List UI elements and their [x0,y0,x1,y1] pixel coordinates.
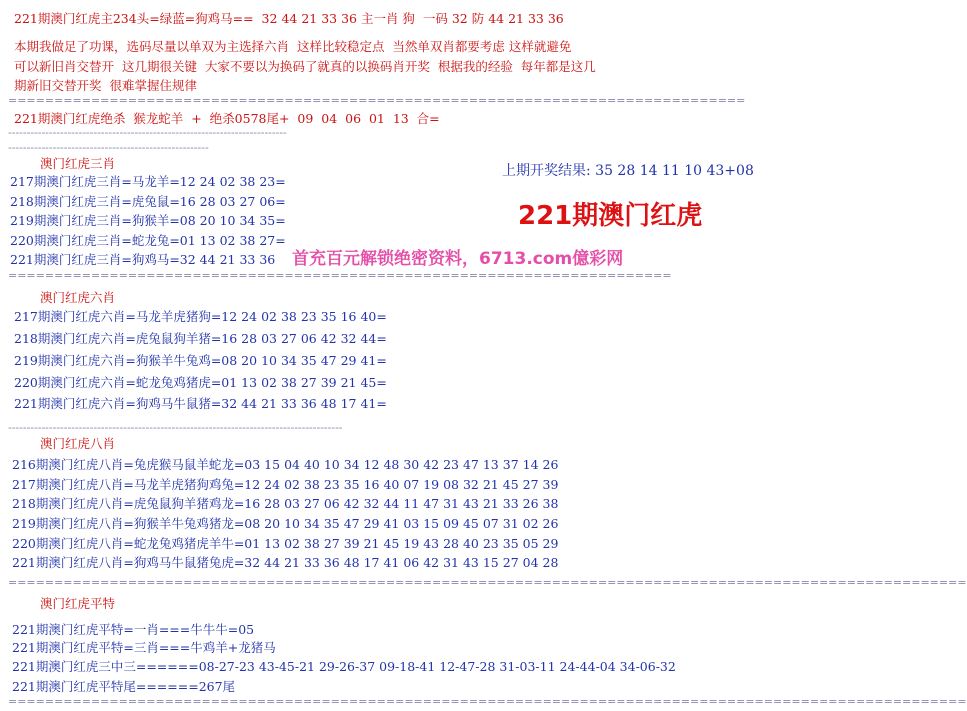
separator: ------------------------------------------------------------------------------------------ [8,421,343,434]
intro-line-3: 期新旧交替开奖 很难掌握住规律 [14,78,197,93]
six-row: 218期澳门红虎六肖=虎兔鼠狗羊猪=16 28 03 27 06 42 32 44= [14,331,387,346]
special-row: 221期澳门红虎平特=一肖===牛牛牛=05 [12,622,255,637]
six-row: 220期澳门红虎六肖=蛇龙兔鸡猪虎=01 13 02 38 27 39 21 45= [14,375,387,390]
six-row: 219期澳门红虎六肖=狗猴羊牛兔鸡=08 20 10 34 35 47 29 41= [14,353,387,368]
special-row: 221期澳门红虎平特尾======267尾 [12,679,236,694]
last-draw-result: 上期开奖结果: 35 28 14 11 10 43+08 [502,163,754,179]
separator: ======================================================================================================== [8,695,967,708]
eight-row: 216期澳门红虎八肖=兔虎猴马鼠羊蛇龙=03 15 04 40 10 34 12 48 30 42 23 47 13 37 14 26 [12,457,559,472]
six-row: 221期澳门红虎六肖=狗鸡马牛鼠猪=32 44 21 33 36 48 17 41= [14,396,387,411]
three-row: 217期澳门红虎三肖=马龙羊=12 24 02 38 23= [10,174,286,189]
eight-row: 218期澳门红虎八肖=虎兔鼠狗羊猪鸡龙=16 28 03 27 06 42 32 44 11 47 31 43 21 33 26 38 [12,496,559,511]
three-heading: 澳门红虎三肖 [40,156,116,171]
three-row: 219期澳门红虎三肖=狗猴羊=08 20 10 34 35= [10,213,286,228]
six-heading: 澳门红虎六肖 [40,290,116,305]
separator: ======================================================================================================== [8,576,967,589]
eight-row: 219期澳门红虎八肖=狗猴羊牛兔鸡猪龙=08 20 10 34 35 47 29 41 03 15 09 45 07 31 02 26 [12,516,559,531]
eight-row: 217期澳门红虎八肖=马龙羊虎猪狗鸡兔=12 24 02 38 23 35 16 40 07 19 08 32 21 45 27 39 [12,477,559,492]
kill-line: 221期澳门红虎绝杀 猴龙蛇羊 + 绝杀0578尾+ 09 04 06 01 13 合= [14,111,440,126]
three-row: 220期澳门红虎三肖=蛇龙兔=01 13 02 38 27= [10,233,286,248]
separator: ================================================================================ [8,94,746,107]
watermark-text: 首充百元解锁绝密资料，6713.com億彩网 [292,249,624,269]
three-row: 221期澳门红虎三肖=狗鸡马=32 44 21 33 36 [10,252,276,267]
six-row: 217期澳门红虎六肖=马龙羊虎猪狗=12 24 02 38 23 35 16 40= [14,309,387,324]
special-row: 221期澳门红虎三中三======08-27-23 43-45-21 29-26-37 09-18-41 12-47-28 31-03-11 24-44-04 34-06-32 [12,659,676,674]
eight-heading: 澳门红虎八肖 [40,436,116,451]
separator: ======================================================================== [8,269,672,282]
intro-line-1: 本期我做足了功课，选码尽量以单双为主选择六肖 这样比较稳定点 当然单双肖都要考虑 这样就避免 [14,39,572,54]
eight-row: 220期澳门红虎八肖=蛇龙兔鸡猪虎羊牛=01 13 02 38 27 39 21 45 19 43 28 40 23 35 05 29 [12,536,559,551]
special-row: 221期澳门红虎平特=三肖===牛鸡羊+龙猪马 [12,640,276,655]
issue-title: 221期澳门红虎 [518,201,703,231]
separator: ------------------------------------------------------ [8,141,209,154]
three-row: 218期澳门红虎三肖=虎兔鼠=16 28 03 27 06= [10,194,286,209]
separator: --------------------------------------------------------------------------- [8,126,287,139]
intro-line-2: 可以新旧肖交替开 这几期很关键 大家不要以为换码了就真的以换码肖开奖 根据我的经验 每年都是这几 [14,59,596,74]
eight-row: 221期澳门红虎八肖=狗鸡马牛鼠猪兔虎=32 44 21 33 36 48 17 41 06 42 31 43 15 27 04 28 [12,555,559,570]
header-line: 221期澳门红虎主234头=绿蓝=狗鸡马== 32 44 21 33 36 主一肖 狗 一码 32 防 44 21 33 36 [14,11,564,26]
special-heading: 澳门红虎平特 [40,596,116,611]
